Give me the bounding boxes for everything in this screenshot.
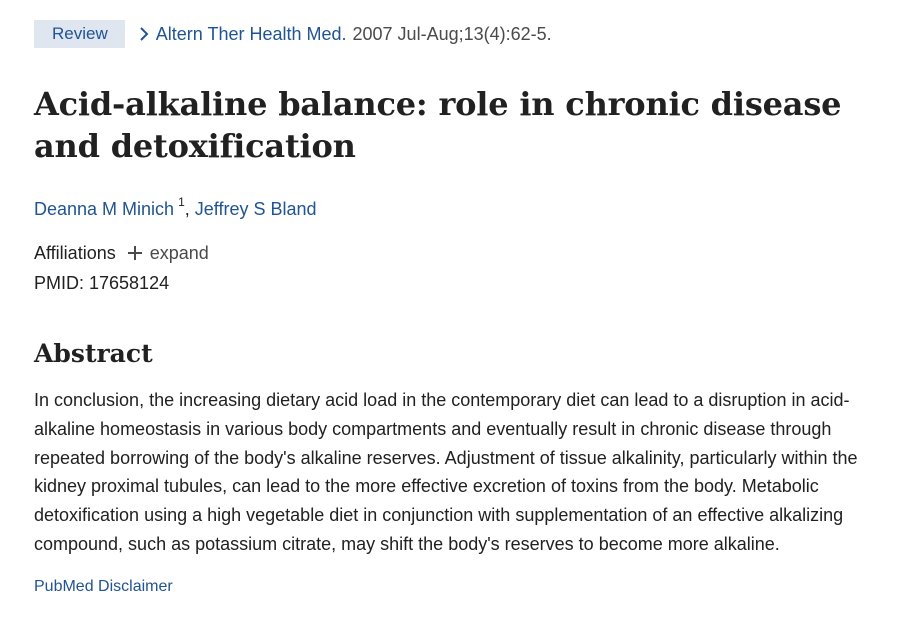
pubmed-disclaimer-link[interactable]: PubMed Disclaimer [34,577,173,595]
author-list [34,192,874,221]
review-badge: Review [34,20,125,48]
abstract-text: In conclusion, the increasing dietary acid load in the contemporary diet can lead to a disruption in acid-alkaline homeostasis in various body compartments and eventually result in chronic disease through repeated borrowing of the body's alkaline reserves. Adjustment of tissue alkalinity, particularly within the kidney proximal tubules, can lead to the more effective excretion of toxins from the body. Metabolic detoxification using a high vegetable diet in conjunction with supplementation of an effective alkalizing compound, such as potassium citrate, may shift the body's reserves to become more alkaline. [34,390,858,554]
pmid: PMID: 17658124 [34,273,170,293]
journal-link[interactable]: Altern Ther Health Med. [155,23,347,44]
affiliations-row [34,241,874,265]
author-separator: , [184,199,190,219]
expand-affiliations-button[interactable] [128,241,209,265]
expand-label: expand [149,243,209,263]
author-link[interactable]: Deanna M Minich [34,199,175,219]
article-title: Acid-alkaline balance: role in chronic disease and detoxification [34,85,842,165]
citation-bar [34,20,874,48]
plus-icon [128,246,142,260]
affiliations-label: Affiliations [34,243,116,263]
citation-details: 2007 Jul-Aug;13(4):62-5. [352,23,552,44]
author-link[interactable]: Jeffrey S Bland [194,199,317,219]
chevron-right-icon [138,26,150,42]
affiliation-marker[interactable]: 1 [178,195,185,209]
article-page [34,20,874,596]
abstract-heading: Abstract [34,339,153,368]
